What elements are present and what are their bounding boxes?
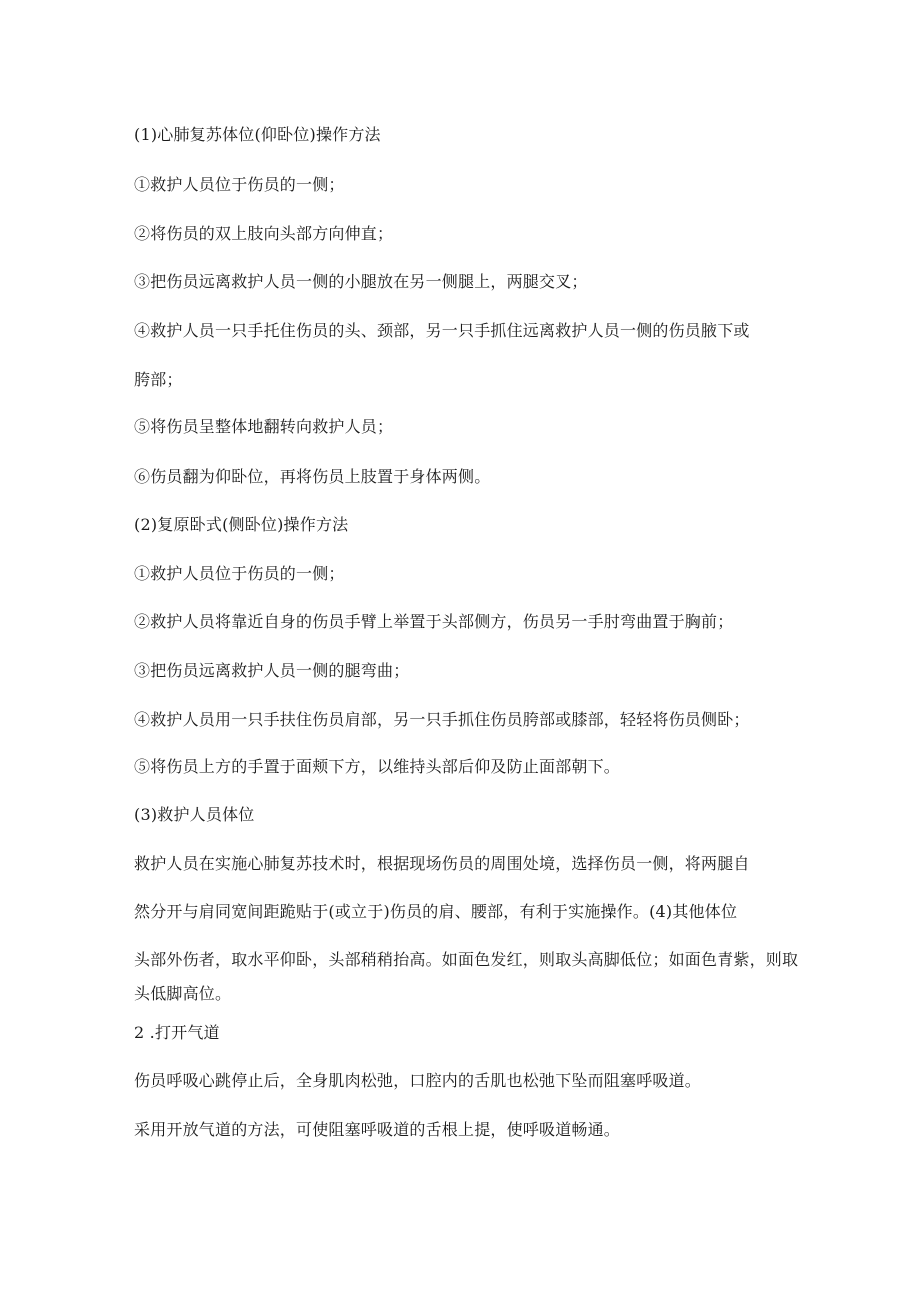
paragraph: 救护人员在实施心肺复苏技术时，根据现场伤员的周围处境，选择伤员一侧，将两腿自 xyxy=(134,854,750,873)
paragraph: ③把伤员远离救护人员一侧的小腿放在另一侧腿上，两腿交叉； xyxy=(134,272,588,291)
paragraph: 胯部； xyxy=(134,370,183,389)
paragraph: 伤员呼吸心跳停止后，全身肌肉松弛，口腔内的舌肌也松弛下坠而阻塞呼吸道。 xyxy=(134,1071,702,1090)
section-heading-3: (3)救护人员体位 xyxy=(134,805,255,824)
section-heading-1: (1)心肺复苏体位(仰卧位)操作方法 xyxy=(134,125,381,144)
paragraph: ④救护人员用一只手扶住伤员肩部，另一只手抓住伤员胯部或膝部，轻轻将伤员侧卧； xyxy=(134,710,750,729)
paragraph: 头部外伤者，取水平仰卧，头部稍稍抬高。如面色发红，则取头高脚低位；如面色青紫，则取头低脚高位。 xyxy=(134,950,799,1003)
paragraph: 采用开放气道的方法，可使阻塞呼吸道的舌根上提，使呼吸道畅通。 xyxy=(134,1120,621,1139)
paragraph: ①救护人员位于伤员的一侧； xyxy=(134,175,345,194)
paragraph: ④救护人员一只手托住伤员的头、颈部，另一只手抓住远离救护人员一侧的伤员腋下或 xyxy=(134,321,750,340)
paragraph: ③把伤员远离救护人员一侧的腿弯曲； xyxy=(134,661,410,680)
paragraph: 然分开与肩同宽间距跪贴于(或立于)伤员的肩、腰部，有利于实施操作。(4)其他体位 xyxy=(134,902,738,921)
paragraph: ②救护人员将靠近自身的伤员手臂上举置于头部侧方，伤员另一手肘弯曲置于胸前； xyxy=(134,612,734,631)
section-heading-open-airway: 2 .打开气道 xyxy=(134,1023,220,1042)
paragraph: ⑤将伤员呈整体地翻转向救护人员； xyxy=(134,417,394,436)
paragraph: ②将伤员的双上肢向头部方向伸直； xyxy=(134,224,394,243)
paragraph: ⑥伤员翻为仰卧位，再将伤员上肢置于身体两侧。 xyxy=(134,467,491,486)
section-heading-2: (2)复原卧式(侧卧位)操作方法 xyxy=(134,515,349,534)
paragraph: ⑤将伤员上方的手置于面颊下方，以维持头部后仰及防止面部朝下。 xyxy=(134,757,621,776)
paragraph: ①救护人员位于伤员的一侧； xyxy=(134,564,345,583)
